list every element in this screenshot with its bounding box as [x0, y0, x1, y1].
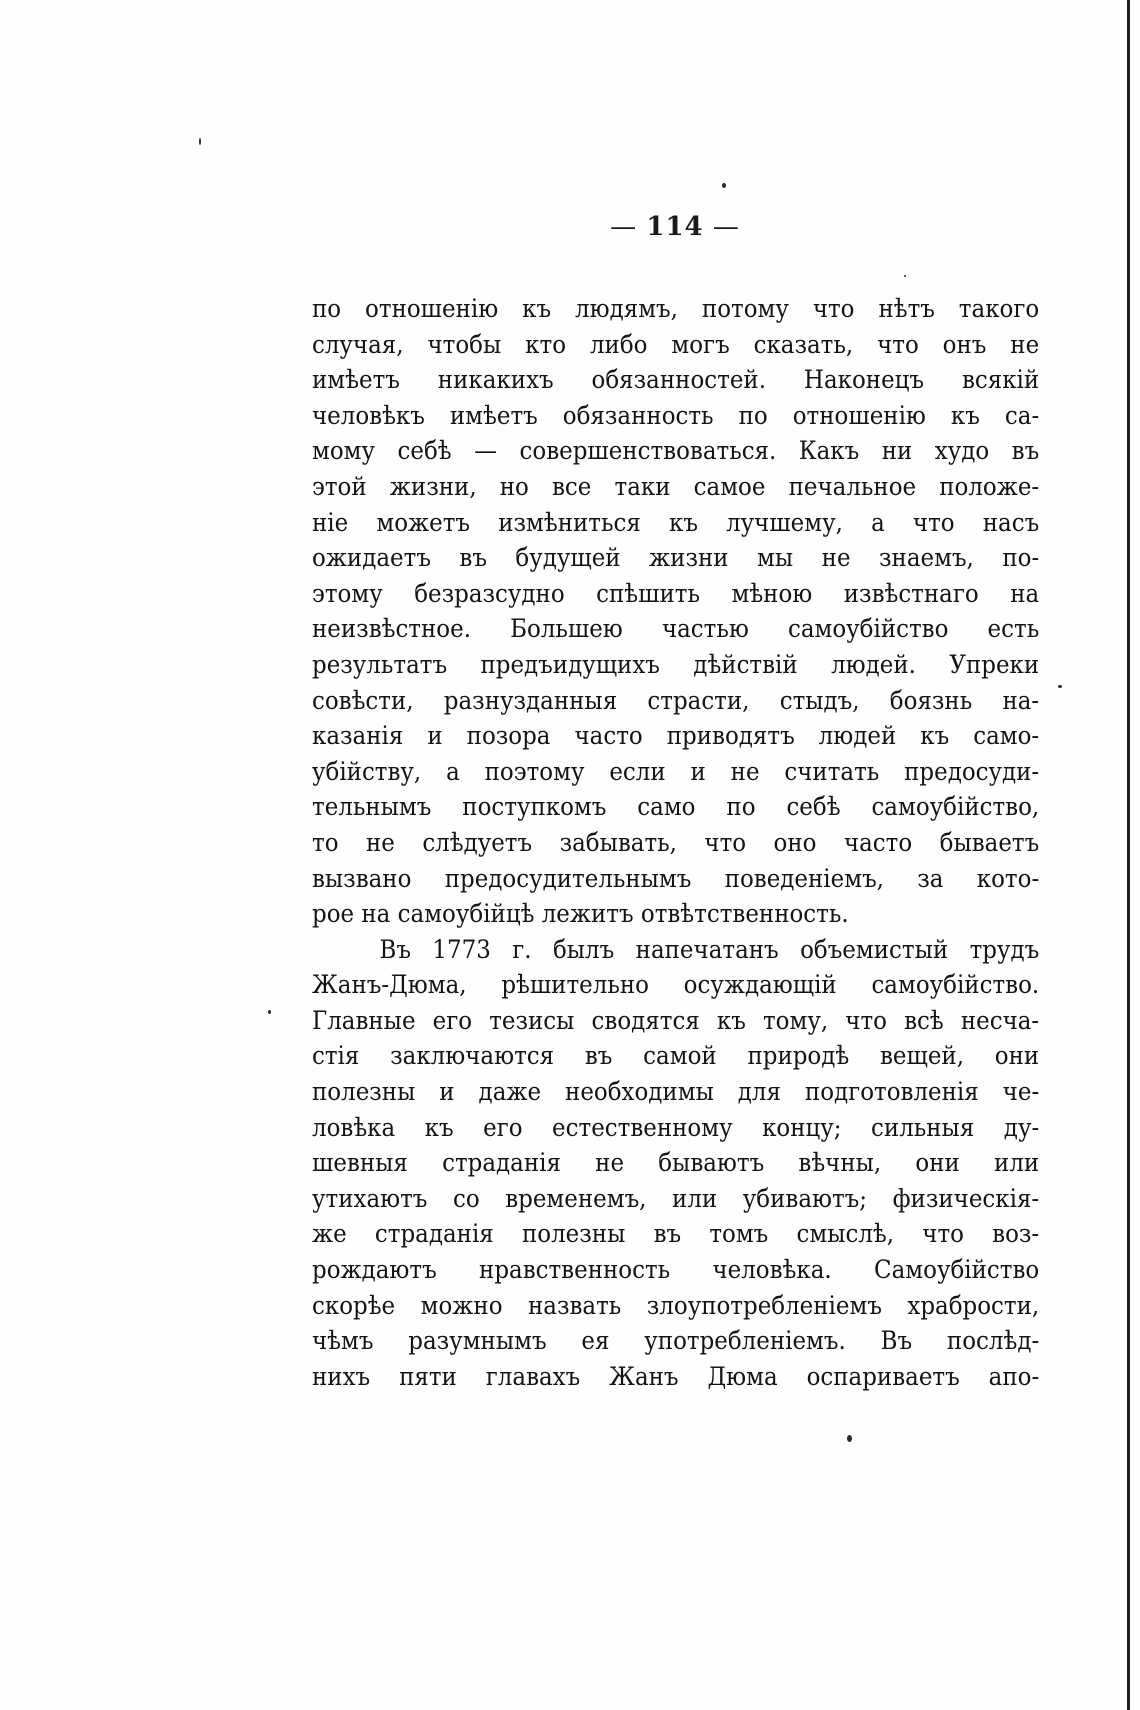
text-line: тельнымъ поступкомъ само по себѣ самоубійство, [312, 792, 1040, 823]
text-line: имѣетъ никакихъ обязанностей. Наконецъ всякій [312, 365, 1040, 396]
ink-speck [847, 1435, 852, 1442]
text-line: этой жизни, но все таки самое печальное положе- [312, 471, 1040, 502]
text-line: скорѣе можно назвать злоупотребленіемъ храбрости, [312, 1290, 1040, 1321]
text-line: полезны и даже необходимы для подготовленія че- [312, 1077, 1040, 1108]
text-line: ловѣка къ его естественному концу; сильныя ду- [312, 1112, 1040, 1143]
text-line: же страданія полезны въ томъ смыслѣ, что воз- [312, 1219, 1040, 1250]
text-line: Главные его тезисы сводятся къ тому, что всѣ несча- [312, 1005, 1040, 1036]
text-line: по отношенію къ людямъ, потому что нѣтъ такого [312, 294, 1040, 324]
text-line: ніе можетъ измѣниться къ лучшему, а что насъ [312, 507, 1040, 538]
text-line: человѣкъ имѣетъ обязанность по отношенію къ са- [312, 400, 1040, 431]
text-line: мому себѣ — совершенствоваться. Какъ ни худо въ [312, 436, 1040, 467]
text-line: неизвѣстное. Большею частью самоубійство есть [312, 614, 1040, 645]
text-line: этому безразсудно спѣшить мѣною извѣстнаго на [312, 578, 1040, 609]
text-line: утихаютъ со временемъ, или убиваютъ; физическія- [312, 1183, 1040, 1214]
body-text [312, 292, 1039, 1395]
text-line: Жанъ-Дюма, рѣшительно осуждающій самоубійство. [312, 970, 1040, 1001]
text-line: случая, чтобы кто либо могъ сказать, что онъ не [312, 329, 1040, 360]
text-line-paragraph-start: Въ 1773 г. былъ напечатанъ объемистый трудъ [379, 934, 1040, 965]
text-line: нихъ пяти главахъ Жанъ Дюма оспариваетъ апо- [312, 1361, 1040, 1392]
page-header [600, 212, 750, 242]
text-line: вызвано предосудительнымъ поведеніемъ, за кото- [312, 863, 1040, 894]
text-line: результатъ предъидущихъ дѣйствій людей. Упреки [312, 649, 1040, 680]
ink-speck [268, 1010, 271, 1014]
text-line: совѣсти, разнузданныя страсти, стыдъ, боязнь на- [312, 685, 1040, 716]
text-line: стія заключаются въ самой природѣ вещей, они [312, 1041, 1040, 1072]
ink-speck [904, 275, 906, 277]
ink-speck [722, 183, 726, 188]
text-line: то не слѣдуетъ забывать, что оно часто бываетъ [312, 827, 1040, 858]
text-line: чѣмъ разумнымъ ея употребленіемъ. Въ послѣд- [312, 1326, 1040, 1357]
text-line: рождаютъ нравственность человѣка. Самоубійство [312, 1255, 1040, 1286]
text-line: казанія и позора часто приводятъ людей къ само- [312, 721, 1040, 752]
text-line-paragraph-end: рое на самоубійцѣ лежитъ отвѣтственность. [312, 899, 849, 930]
page-number: 114 [646, 212, 704, 242]
text-line: шевныя страданія не бываютъ вѣчны, они или [312, 1148, 1040, 1179]
ink-speck [1058, 685, 1062, 688]
text-line: убійству, а поэтому если и не считать предосуди- [312, 756, 1040, 787]
text-line: ожидаетъ въ будущей жизни мы не знаемъ, по- [312, 543, 1040, 574]
ink-speck [199, 138, 201, 145]
header-dash-right: — [712, 212, 740, 242]
page-binding-edge [1127, 0, 1130, 1710]
header-dash-left: — [610, 212, 638, 242]
